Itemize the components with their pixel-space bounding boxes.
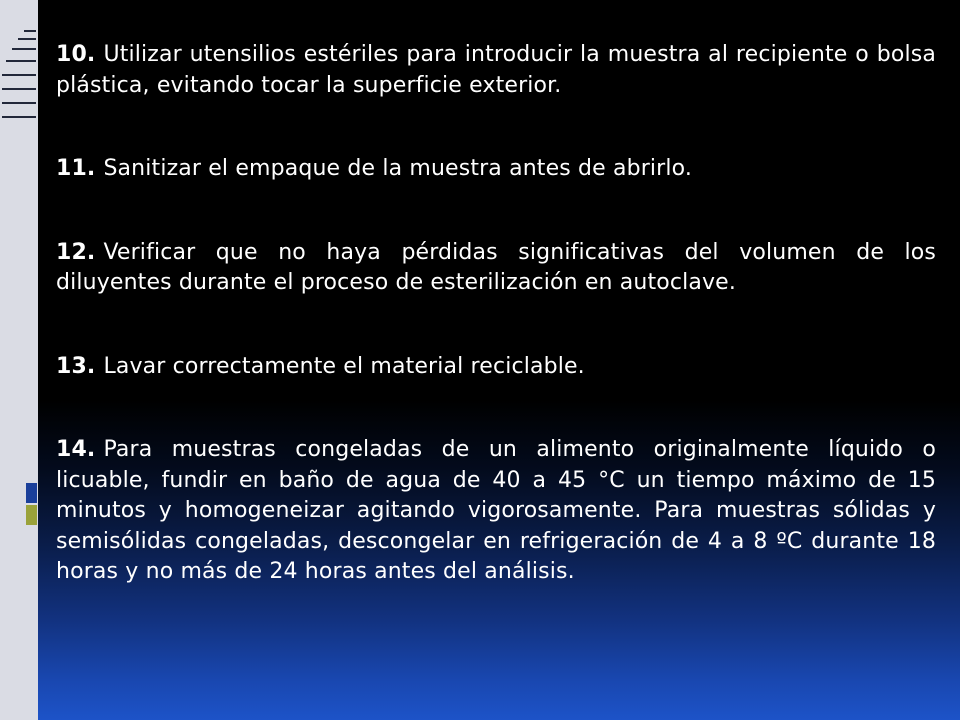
item-text: Sanitizar el empaque de la muestra antes de abrirlo. [103, 156, 692, 181]
left-decorative-band [0, 0, 38, 720]
list-item [56, 352, 936, 383]
item-number: 12. [56, 239, 96, 265]
list-item [56, 40, 936, 101]
item-number: 13. [56, 353, 96, 379]
list-item [56, 435, 936, 588]
slide-body [56, 40, 936, 588]
list-item [56, 154, 936, 185]
item-text: Utilizar utensilios estériles para introducir la muestra al recipiente o bolsa plástica, evitando tocar la superficie exterior. [56, 42, 936, 98]
item-text: Para muestras congeladas de un alimento originalmente líquido o licuable, fundir en baño de agua de 40 a 45 °C un tiempo máximo de 15 minutos y homogeneizar agitando vigorosamente. Para muestras sólidas y semisólidas congeladas, descongelar en refrigeración de 4 a 8 ºC durante 18 horas y no más de 24 horas antes del análisis. [56, 437, 936, 584]
list-item [56, 238, 936, 299]
blue-accent-marker [26, 483, 37, 503]
item-number: 10. [56, 42, 96, 67]
item-text: Lavar correctamente el material reciclable. [103, 353, 585, 379]
decorative-lines [2, 30, 36, 125]
item-number: 14. [56, 437, 96, 462]
item-number: 11. [56, 156, 96, 181]
item-text: Verificar que no haya pérdidas significativas del volumen de los diluyentes durante el proceso de esterilización en autoclave. [56, 239, 936, 295]
green-accent-marker [26, 505, 37, 525]
